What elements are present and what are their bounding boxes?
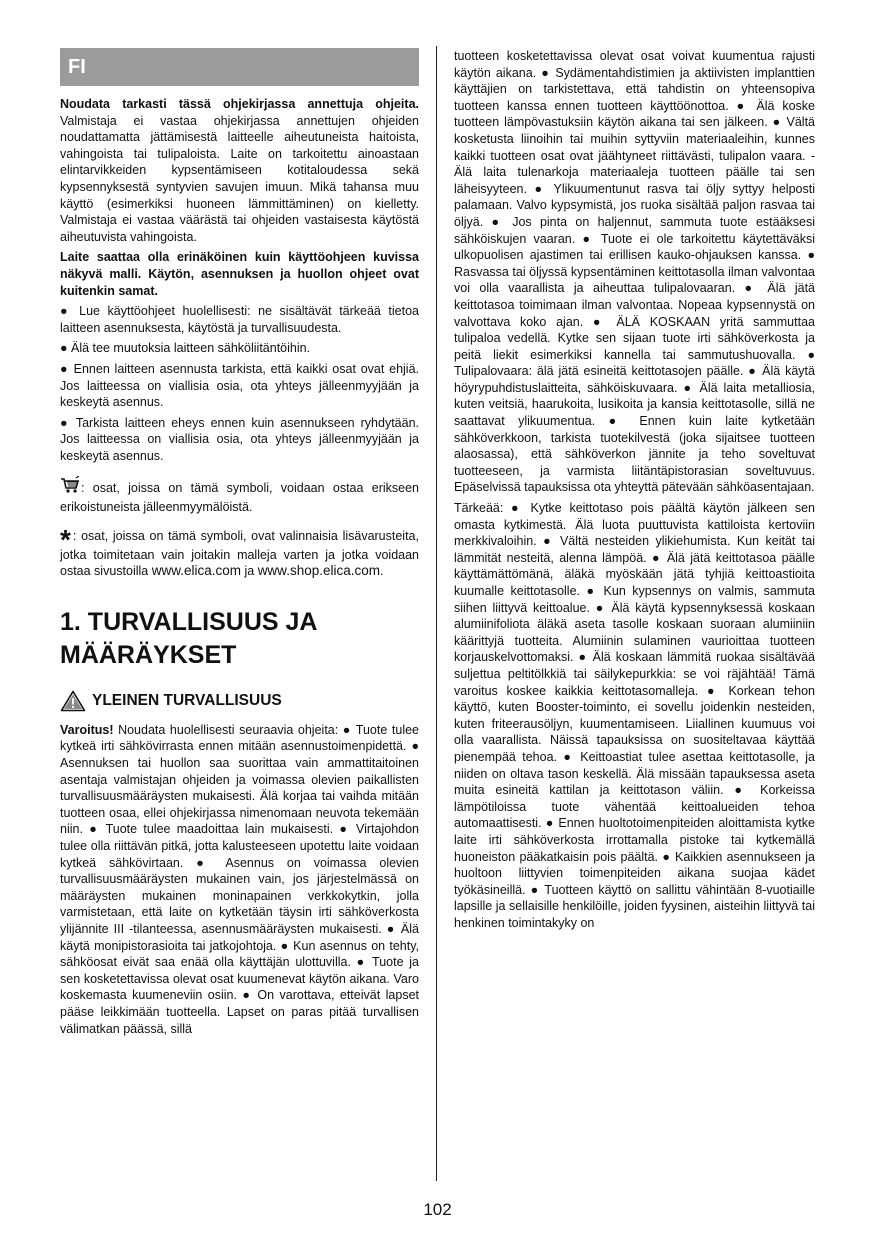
website-link-elica[interactable]: www.elica.com: [151, 563, 241, 579]
intro-bold: Noudata tarkasti tässä ohjekirjassa annettuja ohjeita.: [60, 97, 419, 111]
shopping-cart-icon: [60, 476, 80, 499]
intro-text: Valmistaja ei vastaa ohjekirjassa annettujen ohjeiden noudattamatta jättämisestä laitteelle aiheutuneista haitoista, vahingoista tai tulipaloista. Laite on tarkoitettu ainoastaan elintarvikkeiden kypsentämiseen kotitaloudessa sekä kypsennyksestä syntyvien savujen imuun. Mikä tahansa muu käyttö (esimerkiksi huoneen lämmittäminen) on kielletty. Valmistaja ei vastaa väärästä tai ohjeiden vastaisesta käytöstä aiheutuvista vahingoista.: [60, 113, 419, 244]
section-heading: 1. TURVALLISUUS JA MÄÄRÄYKSET: [60, 607, 317, 669]
asterisk-icon: *: [60, 523, 71, 555]
bullet-item: ● Lue käyttöohjeet huolellisesti: ne sisältävät tärkeää tietoa laitteen asennuksesta, käytöstä ja turvallisuudesta.: [60, 304, 419, 335]
warning-triangle-icon: [60, 690, 86, 712]
right-column: [454, 48, 815, 935]
safety-paragraph: tuotteen kosketettavissa olevat osat voivat kuumentua rajusti käytön aikana. ● Sydämentahdistimien ja aktiivisten implanttien käyttäjien on tarkistettava, että tahdistin on yhteensopiva tuotteen kanssa ennen tuotteen käyttöönottoa. ● Älä koske tuotteen lämpövastuksiin käytön aikana tai sen jälkeen. ● Vältä kosketusta liinoihin tai muihin syttyviin materiaaleihin, kunnes kaikki tuotteen osat ovat jäähtyneet riittävästi, tulipalon vaara. - Älä laita tulenarkoja materiaaleja tuotteen päälle tai sen läheisyyteen. ● Ylikuumentunut rasva tai öljy syttyy helposti palamaan. Valvo kypsymistä, jos ruoka sisältää paljon rasvaa tai öljyä. ● Jos pinta on haljennut, sammuta tuote estääksesi sähköiskujen vaaran. ● Tuote ei ole tarkoitettu käytettäväksi ulkopuolisen ajastimen tai erillisen kauko-ohjauksen kanssa. ● Rasvassa tai öljyssä kypsentäminen keittotasolla ilman valvontaa voi olla vaarallista ja aiheuttaa tulipalovaaran. ● Älä jätä keittotasoa toimimaan ilman valvontaa. Nopeaa kypsennystä on valvottava koko ajan. ● ÄLÄ KOSKAAN yritä sammuttaa tulipaloa vedellä. Kytke sen sijaan tuote irti sähköverkosta ja peitä liekit esimerkiksi kannella tai sammutushuovalla. ● Tulipalovaara: älä jätä esineitä keittotasojen päälle. ● Älä käytä höyrypuhdistuslaitteita, sähköiskuvaara. ● Älä laita metalliosia, kuten veitsiä, haarukoita, lusikoita ja kansia keittotasolle, sillä ne saattavat ylikuumentua. ● Ennen kuin laite kytketään sähköverkkoon, tarkista tuotekilvestä (joka sijaitsee tuotteen alaosassa), että sähköverkon jännite ja teho soveltuvat tuotteeseen, ja varmista liitäntäpistorasian soveltuvuus. Epäselvissä tapauksissa ota yhteyttä pätevään sähköasentajaan.: [454, 49, 815, 495]
intro-paragraph: [60, 96, 419, 245]
website-link-shop[interactable]: www.shop.elica.com: [257, 563, 380, 579]
star-note-text: : osat, joissa on tämä symboli, ovat valinnaisia lisävarusteita, jotka toimitetaan vain joitakin malleja varten ja jotka voidaan ostaa sivustoilla: [60, 528, 419, 579]
bullet-item: ● Älä tee muutoksia laitteen sähköliitäntöihin.: [60, 341, 311, 356]
warning-text: Noudata huolellisesti seuraavia ohjeita: ● Tuote tulee kytkeä irti sähkövirrasta ennen mitään asennustoimenpidettä. ● Asennuksen tai huollon saa suorittaa vain ammattitaitoinen asentaja valmistajan ohjeiden ja voimassa olevien paikallisten turvallisuusmääräysten mukaisesti. Älä korjaa tai vaihda mitään tuotteen osaa, ellei ohjekirjassa nimenomaan neuvota tekemään niin. ● Tuote tulee maadoittaa lain mukaisesti. ● Virtajohdon tulee olla riittävän pitkä, jotta kalusteeseen upotettu laite voidaan kytkeä sähkövirtaan. ● Asennus on voimassa olevien turvallisuusmääräysten mukainen vain, jos järjestelmässä on määräysten mukainen moninapainen verkkokytkin, jolla varmistetaan, että laite on kytketään täysin irti sähköverkosta ylijännite III -tilanteessa, asennusmääräysten mukaisesti. ● Älä käytä monipistorasioita tai jatkojohtoja. ● Kun asennus on tehty, sähköosat eivät saa enää olla käyttäjän ulottuvilla. ● Tuote ja sen kosketettavissa olevat osat kuumenevat käytön aikana. Varo koskemasta kuumeneviin osiin. ● On varottava, etteivät lapset pääse leikkimään tuotteella. Lapset on paras pitää turvallisen välimatkan päässä, sillä: [60, 722, 419, 1036]
bullet-item: ● Tarkista laitteen eheys ennen kuin asennukseen ryhdytään. Jos laitteessa on viallisia osia, ota yhteys jälleenmyyjään ja keskeytä asennus.: [60, 415, 419, 463]
column-divider: [436, 46, 437, 1181]
star-note-join: ja: [241, 564, 258, 579]
model-notice: Laite saattaa olla erinäköinen kuin käyttöohjeen kuvissa näkyvä malli. Käytön, asennuksen ja huollon ohjeet ovat kuitenkin samat.: [60, 250, 419, 298]
subsection-title: YLEINEN TURVALLISUUS: [92, 691, 282, 709]
star-note-end: .: [380, 564, 384, 579]
cart-note-text: : osat, joissa on tämä symboli, voidaan ostaa erikseen erikoistuneista jälleenmyymälöistä.: [60, 481, 419, 515]
important-paragraph: Tärkeää: ● Kytke keittotaso pois päältä käytön jälkeen sen omasta kytkimestä. Älä luota puuttuvista kattiloista kertoviin merkkivaloihin. ● Vältä nesteiden ylikiehumista. Kun keität tai lämmität nesteitä, alenna lämpöä. ● Älä jätä keittotasoa päälle käyttämättömänä, äläkä myöskään jätä tyhjiä keittoastioita kuumalle keittotasolle. ● Kun kypsennys on valmis, sammuta siihen liittyvä keittoalue. ● Älä käytä kypsennyksessä koskaan alumiinifoliota äläkä aseta tasolle koskaan suoraan alumiiniin käärittyjä tuotteita. Alumiinin sulaminen vaurioittaa tuotteen korjauskelvottomaksi. ● Älä koskaan lämmitä ruokaa sisältävää suljettua peltitölkkiä tai säilykepurkkia: se voi räjähtää! Tämä varoitus koskee kaikkia keittotasomalleja. ● Korkean tehon käyttö, kuten Booster-toiminto, ei sovellu joidenkin nesteiden, kuten friteerausöljyn, kuumentamiseen. Liiallinen kuumuus voi olla vaarallista. Näissä tapauksissa on suositeltavaa käyttää pienempää tehoa. ● Keittoastiat tulee asettaa keittotasolle, ja niiden on oltava tason keskellä. Älä missään tapauksessa aseta muita esineitä kattilan ja keittotason väliin. ● Korkeissa lämpötiloissa tuote vähentää keittoalueiden tehoa automaattisesti. ● Ennen huoltotoimenpiteiden aloittamista kytke laite irti sähköverkosta irrottamalla pistoke tai kytkemällä huoneiston pääkatkaisin pois päältä. ● Kaikkien asennukseen ja huoltoon liittyvien toimenpiteiden aikana suojaa kädet työkäsineillä. ● Tuotteen käyttö on sallittu vähintään 8-vuotiaille lapsille ja sellaisille henkilöille, joiden fyysinen, aisteihin liittyvä tai henkinen toimintakyky on: [454, 501, 815, 930]
optional-accessory-note: [60, 523, 419, 580]
page-number: 102: [423, 1200, 452, 1219]
language-tab: FI: [60, 48, 419, 86]
cart-symbol-note: [60, 476, 419, 515]
subsection-heading: [60, 690, 419, 712]
left-column: [60, 48, 419, 1041]
warning-label: Varoitus!: [60, 722, 114, 737]
bullet-item: ● Ennen laitteen asennusta tarkista, että kaikki osat ovat ehjiä. Jos laitteessa on viallisia osia, ota yhteys jälleenmyyjään ja keskeytä asennus.: [60, 361, 419, 410]
warning-paragraph: [60, 722, 419, 1037]
